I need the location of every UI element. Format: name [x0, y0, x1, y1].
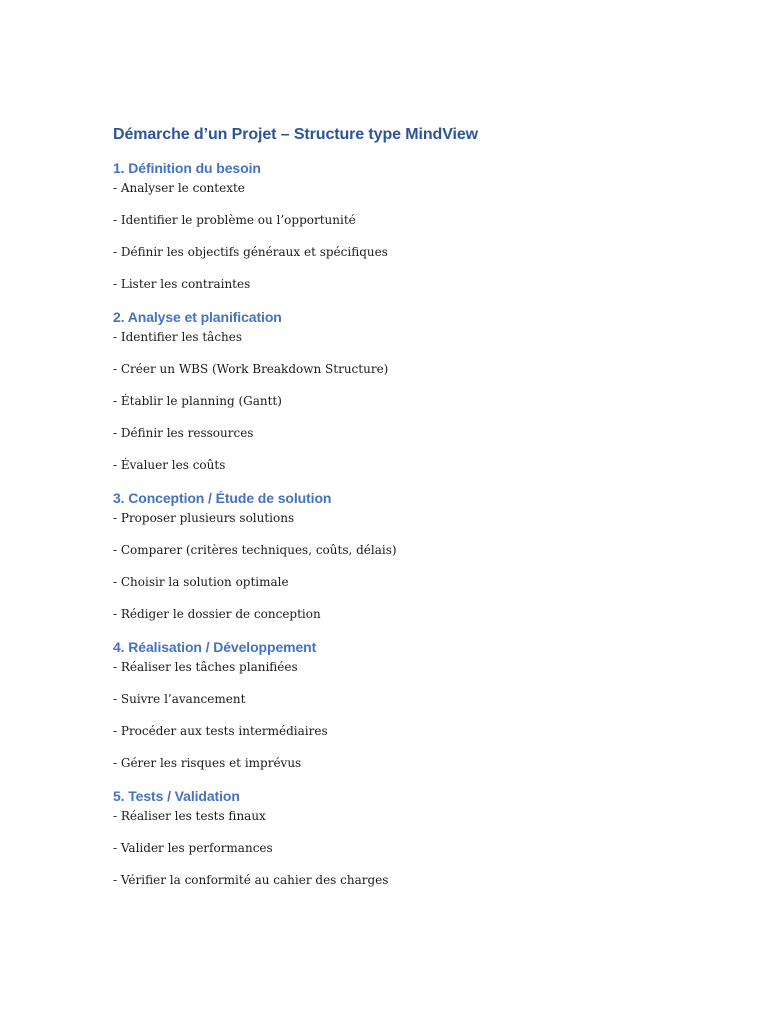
list-item: - Définir les ressources [113, 426, 254, 440]
section-conception [113, 489, 673, 622]
list-item: - Gérer les risques et imprévus [113, 756, 302, 770]
list-item: - Lister les contraintes [113, 277, 251, 291]
list-item: - Comparer (critères techniques, coûts, délais) [113, 543, 397, 557]
section-realisation [113, 638, 673, 771]
section-heading: 2. Analyse et planification [113, 309, 282, 325]
list-item: - Proposer plusieurs solutions [113, 511, 295, 525]
document-body [113, 124, 673, 904]
section-item-list [113, 510, 673, 622]
section-item-list [113, 808, 673, 888]
list-item: - Réaliser les tests finaux [113, 809, 266, 823]
list-item: - Procéder aux tests intermédiaires [113, 724, 328, 738]
section-heading: 4. Réalisation / Développement [113, 639, 317, 655]
section-heading: 5. Tests / Validation [113, 788, 240, 804]
list-item: - Choisir la solution optimale [113, 575, 289, 589]
section-heading: 3. Conception / Étude de solution [113, 490, 332, 506]
section-item-list [113, 180, 673, 292]
section-item-list [113, 329, 673, 473]
list-item: - Évaluer les coûts [113, 458, 226, 472]
list-item: - Vérifier la conformité au cahier des charges [113, 873, 389, 887]
list-item: - Établir le planning (Gantt) [113, 394, 282, 408]
section-tests-validation [113, 787, 673, 888]
list-item: - Suivre l’avancement [113, 692, 246, 706]
section-heading: 1. Définition du besoin [113, 160, 261, 176]
section-definition-besoin [113, 159, 673, 292]
list-item: - Identifier le problème ou l’opportunité [113, 213, 356, 227]
list-item: - Identifier les tâches [113, 330, 243, 344]
list-item: - Rédiger le dossier de conception [113, 607, 321, 621]
section-item-list [113, 659, 673, 771]
section-analyse-planification [113, 308, 673, 473]
document-title: Démarche d’un Projet – Structure type MindView [113, 126, 478, 143]
list-item: - Valider les performances [113, 841, 273, 855]
list-item: - Analyser le contexte [113, 181, 245, 195]
list-item: - Créer un WBS (Work Breakdown Structure) [113, 362, 389, 376]
list-item: - Réaliser les tâches planifiées [113, 660, 298, 674]
list-item: - Définir les objectifs généraux et spécifiques [113, 245, 388, 259]
